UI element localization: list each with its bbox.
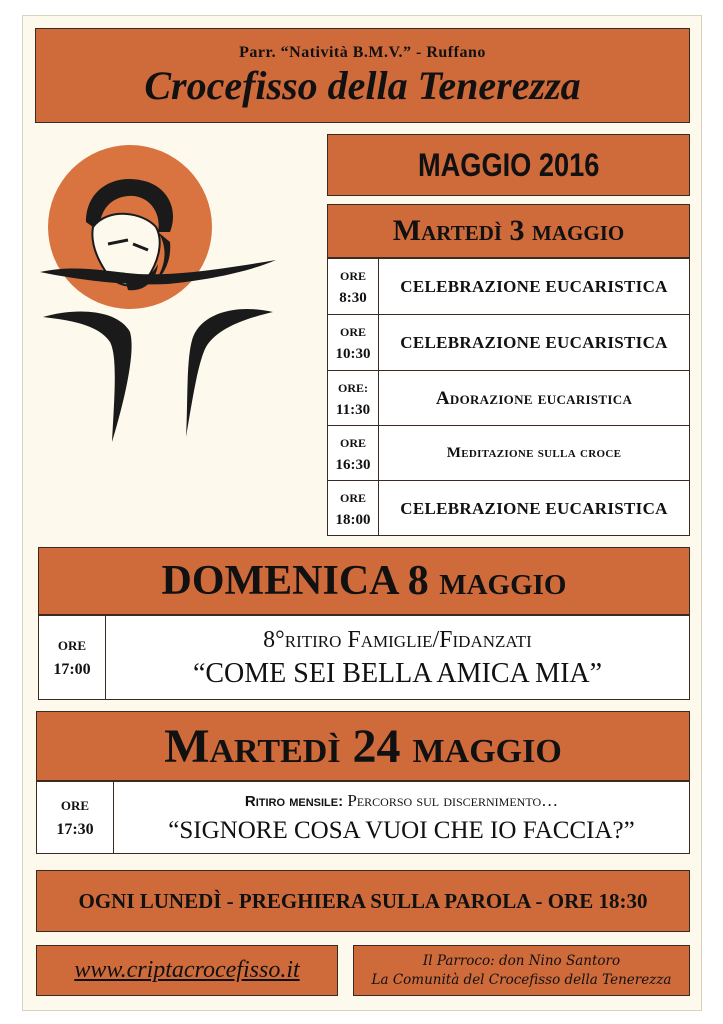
schedule-time [328, 259, 379, 314]
time-label: ORE [339, 324, 366, 339]
month-heading [327, 134, 690, 196]
website-link[interactable]: www.criptacrocefisso.it [36, 945, 338, 996]
sunday-8-heading: DOMENICA 8 maggio [38, 547, 690, 615]
tuesday-24-details [36, 781, 690, 854]
schedule-event: CELEBRAZIONE EUCARISTICA [400, 332, 668, 352]
time-value: 8:30 [339, 289, 367, 306]
time-label: ORE [339, 435, 366, 450]
time-label: ORE [339, 268, 366, 283]
schedule-event: Meditazione sulla croce [446, 445, 622, 461]
signature-community: La Comunità del Crocefisso della Tenerezza [371, 971, 672, 988]
sunday-8-time [39, 616, 106, 699]
schedule-row [328, 480, 689, 536]
time-label: ORE [57, 637, 87, 653]
tuesday-3-schedule [327, 258, 690, 536]
time-label: ORE: [338, 380, 368, 395]
schedule-event: Adorazione eucaristica [435, 387, 633, 409]
time-value: 11:30 [335, 401, 371, 418]
sunday-8-details [38, 615, 690, 700]
weekly-prayer-banner: OGNI LUNEDÌ - PREGHIERA SULLA PAROLA - ORE 18:30 [36, 870, 690, 932]
time-label: ORE [60, 797, 90, 813]
signature-priest: Il Parroco: don Nino Santoro [422, 952, 621, 969]
month-text: MAGGIO 2016 [417, 146, 600, 183]
time-value: 17:30 [56, 820, 94, 838]
schedule-time [328, 371, 379, 426]
tuesday-24-heading: Martedì 24 maggio [36, 711, 690, 781]
poster-header [35, 28, 690, 123]
time-label: ORE [339, 490, 366, 505]
crucifix-icon [38, 132, 278, 447]
schedule-row [328, 314, 689, 370]
sunday-8-theme: “COME SEI BELLA AMICA MIA” [192, 657, 603, 689]
parish-name: Parr. “Natività B.M.V.” - Ruffano [239, 43, 486, 61]
sunday-8-event: 8°ritiro Famiglie/Fidanzati [263, 626, 532, 653]
time-value: 10:30 [335, 345, 371, 362]
schedule-event: CELEBRAZIONE EUCARISTICA [400, 498, 668, 518]
schedule-row [328, 425, 689, 481]
schedule-time [328, 481, 379, 536]
signature-box [353, 945, 690, 996]
tuesday-24-description [114, 782, 689, 853]
tuesday-24-event [245, 788, 558, 815]
sunday-8-description [106, 616, 689, 699]
tuesday-24-time [37, 782, 114, 853]
schedule-time [328, 315, 379, 370]
tuesday-24-theme: “SIGNORE COSA VUOI CHE IO FACCIA?” [168, 817, 635, 844]
time-value: 17:00 [53, 660, 91, 678]
schedule-time [328, 426, 379, 481]
time-value: 16:30 [335, 456, 371, 473]
schedule-row [328, 259, 689, 314]
retreat-label: Ritiro mensile: [244, 793, 344, 810]
tuesday-3-heading: Martedì 3 maggio [327, 204, 690, 258]
time-value: 18:00 [335, 511, 371, 528]
poster-title: Crocefisso della Tenerezza [144, 62, 581, 108]
retreat-topic: Percorso sul discernimento… [343, 791, 559, 810]
schedule-row [328, 370, 689, 426]
schedule-event: CELEBRAZIONE EUCARISTICA [400, 276, 668, 296]
